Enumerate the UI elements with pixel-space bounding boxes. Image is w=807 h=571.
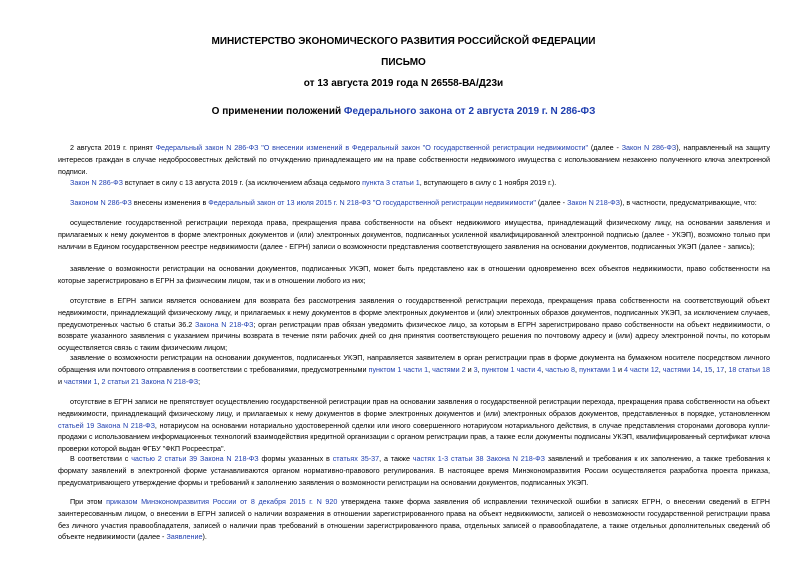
p7-link-5[interactable]: частью 8 [545,364,576,374]
p2-text-1: вступает в силу с 13 августа 2019 г. (за исключением абзаца седьмого [122,178,363,187]
p7-link-13[interactable]: 2 статьи 21 Закона N 218-ФЗ [101,376,199,386]
paragraph-3 [58,197,770,209]
document-type: ПИСЬМО [381,57,426,68]
p6-text-1: отсутствие в ЕГРН записи является основанием для возврата без рассмотрения заявления о государственной регистрации перехода, прекращения права собственности на соответствующий объект недвижимости, принадлежащий физическому лицу, и прилагаемых к нему документов в форме электронных документов и (или) электронных образов документов, подписанных УКЭП, за исключением случаев, предусмотренных частью 6 статьи 36.2 [58,296,770,329]
subject-law-link[interactable]: Федерального закона от 2 августа 2019 г. N 286-ФЗ [343,106,596,117]
p8-link-article-19[interactable]: статьей 19 Закона N 218-ФЗ [58,420,155,430]
p3-text-2: (далее - [535,198,568,207]
p9-link-article-38[interactable]: частях 1-3 статьи 38 Закона N 218-ФЗ [412,454,545,463]
p8-text-1: отсутствие в ЕГРН записи не препятствует осуществлению государственной регистрации прав на основании заявления о государственной регистрации перехода, прекращения права собственности на объект недвижимости, принадлежащий физическому лицу, и прилагаемых к нему документов в форме электронных документов и (или) электронных образов документов, представленных в порядке, установленном [58,397,770,418]
subject-prefix: О применении положений [211,106,344,117]
p6-text-2: ; орган регистрации прав обязан уведомить физическое лицо, за которым в ЕГРН зарегистрировано право собственности на объект недвижимости, о возврате указанного заявления с указанием причины возврата в течение пяти рабочих дней со дня принятия соответствующего решения по почтовому адресу и (или) адресу электронной почты, по которым осуществляется связь с таким физическим лицом; [58,319,770,353]
p6-link-law-218[interactable]: Закона N 218-ФЗ [195,319,254,329]
p3-text-1: внесены изменения в [131,198,209,207]
p9-link-articles-35-37[interactable]: статьях 35-37 [332,454,380,463]
p7-sep-10: , [724,364,729,374]
p3-text-3: ), в частности, предусматривающие, что: [619,198,757,207]
paragraph-6 [58,295,770,354]
p1-text-1: 2 августа 2019 г. принят [70,143,156,152]
p9-text-4: заявлений и требования к их заполнению, а также требования к формату заявлений в электронной форме устанавливаются органом нормативно-правового регулирования. В настоящее время Минэкономразвития России осуществляется разработка проекта приказа, предусматривающего утверждение формы и требований к заполнению заявления о возможности регистрации на основании документов, подписанных УКЭП. [58,454,771,487]
p7-link-11[interactable]: 18 статьи 18 [728,364,771,374]
p7-link-1[interactable]: пунктом 1 части 1 [368,364,429,374]
p2-text-2: , вступающего в силу с 1 ноября 2019 г.). [419,178,557,187]
p7-link-9[interactable]: 15 [704,364,713,374]
p1-link-law-286-short[interactable]: Закон N 286-ФЗ [621,143,677,152]
document-subject [0,106,807,117]
paragraph-10 [58,496,770,543]
document-date-number: от 13 августа 2019 года N 26558-ВА/Д23и [303,78,504,89]
paragraph-9 [58,453,770,488]
paragraph-1 [58,142,770,177]
p10-link-application[interactable]: Заявление [166,532,203,542]
paragraph-2 [58,177,770,189]
p2-link-law-286[interactable]: Закон N 286-ФЗ [70,178,123,187]
p1-text-2: (далее - [588,143,622,152]
p2-link-point-3[interactable]: пункта 3 статьи 1 [362,178,420,187]
p10-text-3: ). [202,532,207,542]
p7-sep-7: , [658,364,663,374]
p9-text-3: , а также [379,454,413,463]
p7-sep-12: , [97,376,102,386]
p7-link-10[interactable]: 17 [716,364,725,374]
p7-sep-13: ; [198,376,201,386]
paragraph-8 [58,396,770,455]
p7-sep-6: и [615,364,625,374]
p7-link-3[interactable]: 3 [473,364,478,374]
paragraph-7 [58,352,770,387]
p9-link-article-39[interactable]: частью 2 статьи 39 Закона N 218-ФЗ [131,454,259,463]
p9-text-2: формы указанных в [258,454,333,463]
p7-sep-4: , [541,364,546,374]
p7-text-1: заявление о возможности регистрации на основании документов, подписанных УКЭП, направляется заявителем в орган регистрации прав в форме документа на бумажном носителе посредством личного обращения или почтового отправления в соответствии с требованиями, предусмотренными [58,353,770,374]
p7-link-2[interactable]: частями 2 [432,364,466,374]
p7-link-7[interactable]: 4 части 12 [624,364,659,374]
p5-text-1: заявление о возможности регистрации на основании документов, подписанных УКЭП, может быть представлено как в отношении одновременно всех объектов недвижимости, право собственности на которые зарегистрировано в ЕГРН за физическим лицом, так и в отношении любого из них; [58,264,770,285]
p7-link-8[interactable]: частями 14 [662,364,701,374]
p3-link-law-286[interactable]: Законом N 286-ФЗ [70,198,132,207]
p1-link-law-286[interactable]: Федеральный закон N 286-ФЗ "О внесении изменений в Федеральный закон "О государственной регистрации недвижимости" [155,143,589,152]
p3-link-law-218-short[interactable]: Закон N 218-ФЗ [567,198,620,207]
p8-text-2: , нотариусом на основании нотариально удостоверенной сделки или иного совершенного нотариусом нотариального действия, в случае представления сторонами договора купли-продажи с использованием информационных технологий взаимодействия кредитной организации с органом регистрации прав, а также если документы подписаны УКЭП, квалифицированный сертификат ключа проверки которой выдан ФГБУ "ФКП Росреестра". [58,420,770,454]
p7-sep-9: , [712,364,717,374]
p7-sep-2: и [465,364,474,374]
p7-sep-1: , [428,364,433,374]
paragraph-4 [58,217,770,252]
p7-sep-8: , [700,364,705,374]
p7-sep-5: , [575,364,580,374]
p3-link-law-218[interactable]: Федеральный закон от 13 июля 2015 г. N 218-ФЗ "О государственной регистрации недвижимости" [208,198,536,207]
p1-text-3: ), направленный на защиту интересов граждан в случае недобросовестных действий по отчуждению принадлежащего им на праве собственности недвижимого имущества с использованием незаконно полученного ключа электронной подписи. [58,143,770,176]
p4-text-1: осуществление государственной регистрации перехода права, прекращения права собственности на объект недвижимого имущества, принадлежащий физическому лицу, на основании заявления и прилагаемых к нему документов в форме электронных документов и (или) электронных документов, подписанных усиленной квалифицированной электронной подписью (далее - УКЭП), возможно только при наличии в Едином государственном реестре недвижимости (далее - ЕГРН) записи о возможности представления соответствующего заявления на основании документов, подписанных УКЭП (далее - запись); [58,218,770,251]
p10-text-2: утверждена также форма заявления об исправлении технической ошибки в записях ЕГРН, о внесении сведений в ЕГРН заинтересованным лицом, о внесении в ЕГРН записей о наличии возражения в отношении зарегистрированного права на объект недвижимости, записей о невозможности государственной регистрации права без личного участия правообладателя, записей о наличии прав требований в отношении зарегистрированного права, отдельных записей о правообладателе, а также отдельных дополнительных сведений об объекте недвижимости (далее - [58,497,770,542]
p7-sep-11: и [58,376,65,386]
p7-link-4[interactable]: пунктом 1 части 4 [481,364,542,374]
p7-sep-3: , [477,364,482,374]
p7-link-6[interactable]: пунктами 1 [579,364,616,374]
p10-text-1: При этом [70,497,107,506]
p10-link-order-920[interactable]: приказом Минэкономразвития России от 8 декабря 2015 г. N 920 [106,497,338,506]
p7-link-12[interactable]: частями 1 [64,376,98,386]
ministry-heading: МИНИСТЕРСТВО ЭКОНОМИЧЕСКОГО РАЗВИТИЯ РОССИЙСКОЙ ФЕДЕРАЦИИ [211,36,596,47]
paragraph-5 [58,263,770,287]
p9-text-1: В соответствии с [70,454,132,463]
